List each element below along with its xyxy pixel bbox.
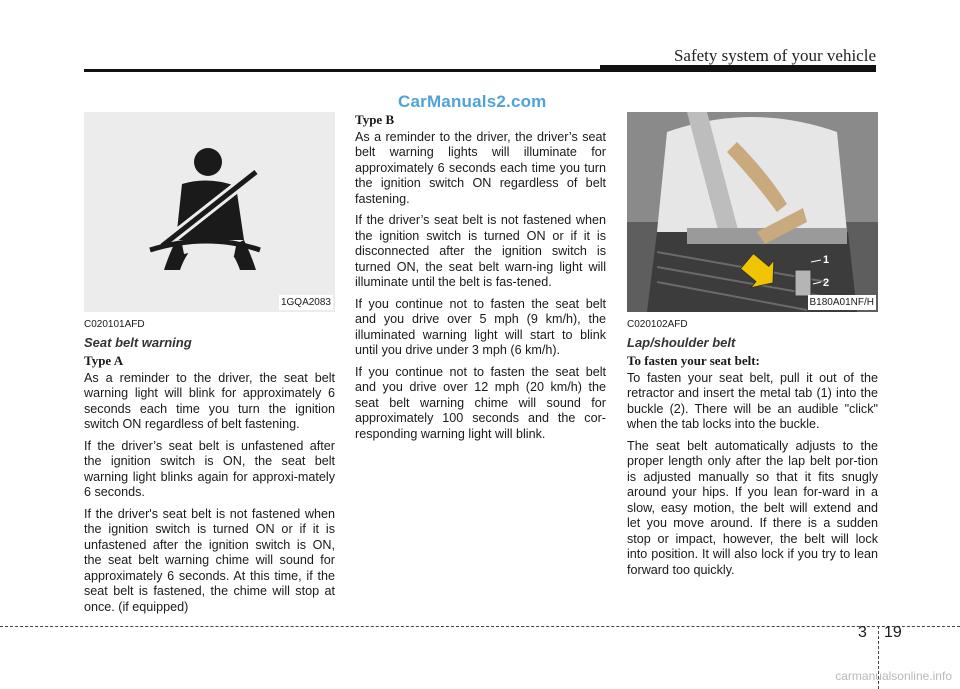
footer-rule	[0, 626, 960, 627]
section-code: C020101AFD	[84, 319, 145, 330]
callout-2: 2	[823, 277, 830, 289]
left-column	[84, 112, 335, 621]
section-title: Seat belt warning	[84, 334, 192, 350]
paragraph: To fasten your seat belt, pull it out of the retractor and insert the metal tab (1) into the buckle (2). There will be an audible "click" when the tab locks into the buckle.	[627, 370, 878, 431]
figure-id-label: B180A01NF/H	[808, 295, 876, 311]
right-column	[627, 112, 878, 584]
paragraph: If you continue not to fasten the seat belt and you drive over 12 mph (20 km/h) the seat belt warning chime will sound for approximately 100 seconds and the cor-responding warning light will blink.	[355, 364, 606, 441]
seatbelt-warning-figure	[84, 112, 335, 312]
page-header-title: Safety system of your vehicle	[673, 46, 876, 65]
lap-belt-illustration	[627, 112, 878, 312]
middle-column	[355, 112, 606, 448]
paragraph: If the driver’s seat belt is not fastened when the ignition switch is turned ON or if it is disconnected after the ignition switch is turned ON, the seat belt warn-ing light will illuminate until the belt is fas-tened.	[355, 213, 606, 289]
paragraph: The seat belt automatically adjusts to the proper length only after the lap belt por-tion is adjusted manually so that it fits snugly around your hips. If you lean for-ward in a slow, easy motion, the belt will extend and let you move around. If there is a sudden stop or impact, however, the belt will lock into position. It will also lock if you try to lean forward too quickly.	[627, 438, 878, 577]
watermark-link[interactable]: CarManuals2.com	[398, 92, 547, 111]
paragraph: If the driver's seat belt is not fastened when the ignition switch is turned ON or if it is unfastened after the ignition switch is ON, the seat belt warning chime will sound for approximately 6 seconds. At this time, if the seat belt is fastened, the chime will stop at once. (if equipped)	[84, 506, 335, 614]
paragraph: If the driver’s seat belt is unfastened after the ignition switch is ON, the seat belt warning light blinks again for approxi-mately 6 seconds.	[84, 438, 335, 499]
paragraph: As a reminder to the driver, the driver’s seat belt warning lights will illuminate for approximately 6 seconds each time you turn the ignition switch ON regardless of belt fastening.	[355, 129, 606, 206]
section-code: C020102AFD	[627, 319, 688, 330]
callout-1: 1	[823, 254, 830, 266]
paragraph: If you continue not to fasten the seat belt and you drive over 5 mph (9 km/h), the illuminated warning light will start to blink until you drive under 3 mph (6 km/h).	[355, 296, 606, 357]
section-title: Lap/shoulder belt	[627, 334, 736, 350]
type-a-heading: Type A	[84, 353, 124, 368]
fasten-heading: To fasten your seat belt:	[627, 353, 760, 368]
figure-id-label: 1GQA2083	[279, 295, 333, 311]
header-rule-accent	[600, 65, 876, 71]
seatbelt-warning-icon	[84, 112, 335, 312]
bottom-watermark-link[interactable]: carmanualsonline.info	[835, 669, 952, 683]
type-b-heading: Type B	[355, 112, 395, 127]
lap-belt-figure	[627, 112, 878, 312]
chapter-number: 3	[858, 624, 867, 641]
paragraph: As a reminder to the driver, the seat belt warning light will blink for approximately 6 seconds each time you turn the ignition switch ON regardless of belt fastening.	[84, 370, 335, 431]
page-number: 19	[884, 624, 902, 641]
